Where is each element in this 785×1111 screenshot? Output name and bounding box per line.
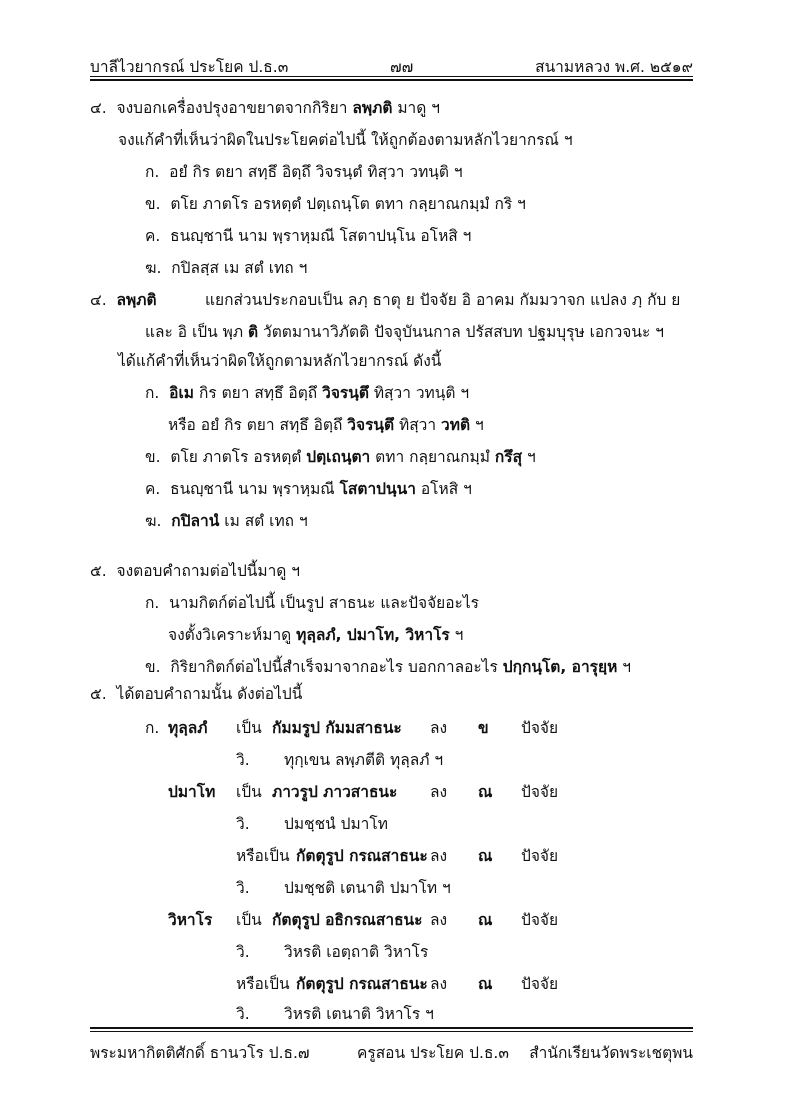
item-text: ธนญฺชานี นาม พฺราหฺมณี xyxy=(170,480,335,498)
header-rule-thick xyxy=(90,79,693,81)
pajjaya-word: ปัจจัย xyxy=(521,847,559,865)
vigraha-text: วิหรติ เอตฺถาติ วิหาโร xyxy=(284,943,429,961)
long-word: ลง xyxy=(430,783,448,801)
item-text: ทิสฺวา วทนฺติ ฯ xyxy=(373,384,470,402)
page-header xyxy=(90,50,693,76)
q4-item-kho2 xyxy=(145,257,307,279)
suffix: ณ xyxy=(478,975,493,993)
vi-label: วิ. xyxy=(236,815,250,833)
suffix: ข xyxy=(478,719,489,737)
a4-line2-post: วัตตมานาวิภัตติ ปัจจุบันนกาล ปรัสสบท ปฐมบุรุษ เอกวจนะ ฯ xyxy=(263,323,664,341)
item-text: ฯ xyxy=(622,658,631,676)
footer-center: ครูสอน ประโยค ป.ธ.๓ xyxy=(357,1044,509,1062)
vigraha-text: ปมชฺชนํ ปมาโท xyxy=(284,815,388,833)
pajjaya-word: ปัจจัย xyxy=(521,911,559,929)
item-label: ฆ. xyxy=(145,259,162,277)
target-words: ทุลฺลภํ, ปมาโท, วิหาโร xyxy=(296,626,450,644)
a4-item-ka-alt xyxy=(168,414,484,436)
corrected-word: อิเม xyxy=(169,384,194,402)
item-label: ก. xyxy=(145,384,160,402)
item-text: ธนญฺชานี นาม พฺราหฺมณี โสตาปนฺโน อโหสิ ฯ xyxy=(170,227,472,245)
pen-word: หรือเป็น xyxy=(236,847,290,865)
item-text: อโหสิ ฯ xyxy=(420,480,472,498)
long-word: ลง xyxy=(430,975,448,993)
pen-word: เป็น xyxy=(236,783,262,801)
item-label: ข. xyxy=(145,195,161,213)
vi-label: วิ. xyxy=(236,1005,250,1023)
corrected-word: วิจรนฺตึ xyxy=(347,416,395,434)
a4-line1-text: แยกส่วนประกอบเป็น ลภฺ ธาตุ ย ปัจจัย อิ อาคม กัมมวาจก แปลง ภฺ กับ ย xyxy=(205,291,681,309)
item-text: ตโย ภาตโร อรหตฺตํ xyxy=(170,448,302,466)
item-text: ฯ xyxy=(474,416,484,434)
a4-line3: ได้แก้คำที่เห็นว่าผิดให้ถูกตามหลักไวยากรณ์ ดังนี้ xyxy=(118,352,442,370)
vigraha-text: ปมชฺชติ เตนาติ ปมาโท ฯ xyxy=(284,879,451,897)
corrected-word: ปตฺเถนฺตา xyxy=(306,448,371,466)
term-word: ทุลฺลภํ xyxy=(168,719,208,737)
item-label: ข. xyxy=(145,658,161,676)
item-text: อยํ กิร ตยา สทฺธึ อิตฺถึ วิจรนฺตํ ทิสฺวา วทนฺติ ฯ xyxy=(169,163,463,181)
q5-item-ka xyxy=(145,592,479,614)
q5-item-kha xyxy=(145,656,631,678)
item-text: กปิลสฺส เม สตํ เทถ ฯ xyxy=(171,259,308,277)
item-text: ตทา กลฺยาณกมฺมํ xyxy=(375,448,490,466)
suffix: ณ xyxy=(478,783,493,801)
q4-item-kho xyxy=(145,225,471,247)
a5-text: ได้ตอบคำถามนั้น ดังต่อไปนี้ xyxy=(116,685,303,703)
a4-word: ลพฺภติ xyxy=(116,291,157,309)
corrected-word: โสตาปนฺนา xyxy=(339,480,416,498)
corrected-word: วทติ xyxy=(441,416,471,434)
q5-text: จงตอบคำถามต่อไปนี้มาดู ฯ xyxy=(116,562,300,580)
corrected-word: กปิลานํ xyxy=(171,512,220,530)
corrected-word: วิจรนฺตึ xyxy=(322,384,369,402)
a4-line2-bold: ติ xyxy=(248,323,259,341)
item-label: ค. xyxy=(145,227,161,245)
item-label: ก. xyxy=(145,719,160,737)
item-text: ฯ xyxy=(454,626,464,644)
term-word: ปมาโท xyxy=(168,783,216,801)
item-label: ก. xyxy=(145,163,160,181)
footer-right: สำนักเรียนวัดพระเชตุพน xyxy=(529,1044,693,1062)
q5-number: ๕. xyxy=(90,562,107,580)
item-label: ฆ. xyxy=(145,512,162,530)
q4-item-kha xyxy=(145,193,526,215)
pajjaya-word: ปัจจัย xyxy=(521,719,559,737)
vigraha-text: วิหรติ เตนาติ วิหาโร ฯ xyxy=(284,1005,434,1023)
rup-sadhana: ภาวรูป ภาวสาธนะ xyxy=(272,783,398,801)
pajjaya-word: ปัจจัย xyxy=(521,975,559,993)
rup-sadhana: กัตตุรูป กรณสาธนะ xyxy=(296,975,428,993)
q4-number: ๔. xyxy=(90,99,107,117)
a4-item-kho2 xyxy=(145,510,308,532)
item-text: กิริยากิตก์ต่อไปนี้สำเร็จมาจากอะไร บอกกาลอะไร xyxy=(170,658,498,676)
item-text: เม สตํ เทถ ฯ xyxy=(224,512,308,530)
a4-line2-pre: และ อิ เป็น พฺภ xyxy=(145,323,244,341)
vi-label: วิ. xyxy=(236,879,250,897)
pen-word: หรือเป็น xyxy=(236,975,290,993)
a4-item-ka xyxy=(145,382,469,404)
rup-sadhana: กัตตุรูป กรณสาธนะ xyxy=(296,847,428,865)
long-word: ลง xyxy=(430,719,448,737)
item-label: ค. xyxy=(145,480,161,498)
q5-item-ka-line2 xyxy=(168,624,463,646)
pen-word: เป็น xyxy=(236,911,262,929)
footer-left: พระมหากิตติศักดิ์ ธานวโร ป.ธ.๗ xyxy=(90,1044,310,1062)
rup-sadhana: กัตตุรูป อธิกรณสาธนะ xyxy=(272,911,423,929)
header-left: บาลีไวยากรณ์ ประโยค ป.ธ.๓ xyxy=(90,58,289,76)
q4-word: ลพฺภติ xyxy=(352,99,393,117)
rup-sadhana: กัมมรูป กัมมสาธนะ xyxy=(272,719,402,737)
vi-label: วิ. xyxy=(236,751,250,769)
page-footer xyxy=(90,1040,693,1064)
item-text: ฯ xyxy=(527,448,536,466)
a5-line1 xyxy=(90,683,302,705)
corrected-word: กรึสุ xyxy=(494,448,523,466)
item-text: นามกิตก์ต่อไปนี้ เป็นรูป สาธนะ และปัจจัยอะไร xyxy=(169,594,480,612)
a4-number: ๔. xyxy=(90,291,107,309)
a5-number: ๕. xyxy=(90,685,107,703)
footer-rule-thick xyxy=(90,1027,693,1029)
item-text: ทิสฺวา xyxy=(399,416,437,434)
item-text: กิร ตยา สทฺธึ อิตฺถึ xyxy=(198,384,318,402)
item-text: จงตั้งวิเคราะห์มาดู xyxy=(168,626,292,644)
q4-line2: จงแก้คำที่เห็นว่าผิดในประโยคต่อไปนี้ ให้ถูกต้องตามหลักไวยากรณ์ ฯ xyxy=(118,131,573,149)
q4-line1 xyxy=(90,97,440,119)
item-label: ก. xyxy=(145,594,160,612)
a4-line2 xyxy=(145,321,664,343)
suffix: ณ xyxy=(478,847,493,865)
vi-label: วิ. xyxy=(236,943,250,961)
q4-text: จงบอกเครื่องปรุงอาขยาตจากกิริยา xyxy=(116,99,348,117)
long-word: ลง xyxy=(430,911,448,929)
term-word: วิหาโร xyxy=(168,911,213,929)
header-right: สนามหลวง พ.ศ. ๒๕๑๙ xyxy=(535,58,693,76)
a4-item-kho xyxy=(145,478,472,500)
pen-word: เป็น xyxy=(236,719,262,737)
q5-line1 xyxy=(90,560,300,582)
q4-item-ka xyxy=(145,161,463,183)
long-word: ลง xyxy=(430,847,448,865)
target-words: ปกฺกนฺโต, อารุยฺห xyxy=(502,658,618,676)
a4-item-kha xyxy=(145,446,536,468)
page-number: ๗๗ xyxy=(390,58,414,76)
item-text: หรือ อยํ กิร ตยา สทฺธึ อิตฺถึ xyxy=(168,416,343,434)
suffix: ณ xyxy=(478,911,493,929)
a4-line1 xyxy=(90,289,157,311)
pajjaya-word: ปัจจัย xyxy=(521,783,559,801)
footer-rule xyxy=(90,1031,693,1032)
header-rule xyxy=(90,76,693,77)
item-label: ข. xyxy=(145,448,161,466)
vigraha-text: ทุกฺเขน ลพฺภตีติ ทุลฺลภํ ฯ xyxy=(284,751,444,769)
item-text: ตโย ภาตโร อรหตฺตํ ปตฺเถนฺโต ตทา กลฺยาณกมฺมํ กริ ฯ xyxy=(170,195,526,213)
q4-text-end: มาดู ฯ xyxy=(397,99,440,117)
